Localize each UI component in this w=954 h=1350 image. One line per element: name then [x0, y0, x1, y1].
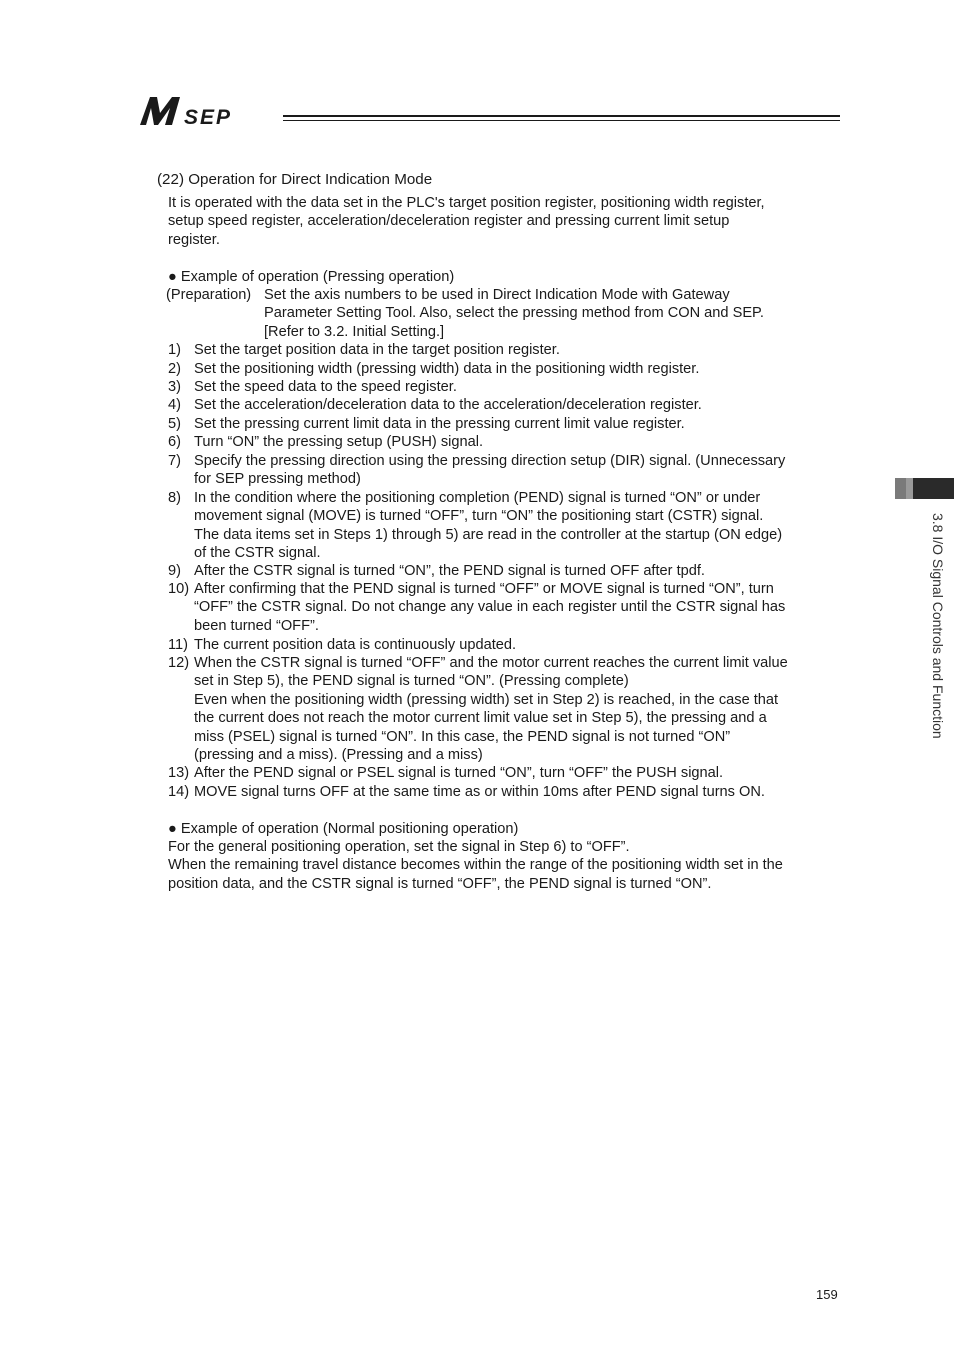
step-number: 5) [168, 416, 181, 432]
msep-logo [138, 93, 278, 133]
text-line: The current position data is continuously updated. [194, 637, 517, 653]
step-number: 3) [168, 379, 181, 395]
text-line: When the CSTR signal is turned “OFF” and the motor current reaches the current limit value [194, 655, 788, 671]
tab-block [906, 478, 913, 499]
text-line: movement signal (MOVE) is turned “OFF”, turn “ON” the positioning start (CSTR) signal. [194, 508, 764, 525]
step-number: 6) [168, 434, 181, 450]
intro-paragraph [168, 194, 840, 249]
svg-text:SEP: SEP [184, 106, 233, 129]
text-line: been turned “OFF”. [194, 617, 319, 634]
step-number: 9) [168, 563, 181, 579]
text-line: Even when the positioning width (pressing width) set in Step 2) is reached, in the case that [194, 691, 779, 708]
text-line: of the CSTR signal. [194, 545, 321, 562]
text-line: [Refer to 3.2. Initial Setting.] [264, 323, 445, 340]
text-line: For the general positioning operation, set the signal in Step 6) to “OFF”. [168, 839, 630, 855]
text-line: ● Example of operation (Normal positioning operation) [168, 821, 519, 837]
text-line: Set the axis numbers to be used in Direct Indication Mode with Gateway [264, 287, 730, 303]
chapter-tab [895, 478, 954, 499]
text-line: Set the pressing current limit data in the pressing current limit value register. [194, 416, 685, 432]
example-normal-title [168, 820, 840, 838]
text-line: The data items set in Steps 1) through 5) are read in the controller at the startup (ON edge) [194, 526, 783, 543]
step-number: 11) [168, 637, 189, 653]
tab-block [895, 478, 906, 499]
step-number: 8) [168, 490, 181, 506]
text-line: (pressing and a miss). (Pressing and a miss) [194, 746, 483, 763]
text-line: ● Example of operation (Pressing operation) [168, 269, 455, 285]
chapter-label: 3.8 I/O Signal Controls and Function [930, 513, 946, 739]
step-number: 7) [168, 453, 181, 469]
text-line: After the PEND signal or PSEL signal is turned “ON”, turn “OFF” the PUSH signal. [194, 765, 724, 781]
step-number: 14) [168, 784, 190, 800]
step-number: 4) [168, 397, 181, 413]
text-line: When the remaining travel distance becomes within the range of the positioning width set in the [168, 857, 783, 874]
text-line: set in Step 5), the PEND signal is turned “ON”. (Pressing complete) [194, 673, 629, 690]
text-line: Turn “ON” the pressing setup (PUSH) signal. [194, 434, 484, 450]
text-line: miss (PSEL) signal is turned “ON”. In this case, the PEND signal is not turned “ON” [194, 728, 731, 745]
step-number: 1) [168, 342, 181, 358]
text-line: setup speed register, acceleration/deceleration register and pressing current limit setup [168, 213, 730, 230]
step-number: 2) [168, 361, 181, 377]
step-number: 13) [168, 765, 190, 781]
section-heading: (22) Operation for Direct Indication Mode [157, 171, 433, 188]
text-line: Set the target position data in the target position register. [194, 342, 560, 358]
text-line: for SEP pressing method) [194, 471, 361, 488]
text-line: After the CSTR signal is turned “ON”, the PEND signal is turned OFF after tpdf. [194, 563, 705, 579]
text-line: register. [168, 231, 220, 248]
page-number: 159 [816, 1287, 838, 1302]
text-line: MOVE signal turns OFF at the same time as or within 10ms after PEND signal turns ON. [194, 784, 765, 800]
step-number: 12) [168, 655, 190, 671]
preparation-label: (Preparation) [166, 287, 252, 303]
text-line: Parameter Setting Tool. Also, select the pressing method from CON and SEP. [264, 305, 764, 322]
text-line: It is operated with the data set in the PLC's target position register, positioning width register, [168, 195, 765, 211]
tab-block [913, 478, 954, 499]
text-line: position data, and the CSTR signal is turned “OFF”, the PEND signal is turned “ON”. [168, 875, 712, 892]
text-line: After confirming that the PEND signal is turned “OFF” or MOVE signal is turned “ON”, turn [194, 581, 774, 597]
header-rule [283, 115, 840, 117]
step-number: 10) [168, 581, 190, 597]
text-line: Set the acceleration/deceleration data to the acceleration/deceleration register. [194, 397, 702, 413]
text-line: Set the speed data to the speed register. [194, 379, 457, 395]
text-line: the current does not reach the motor current limit value set in Step 5), the pressing and a [194, 710, 767, 727]
example-pressing-title [168, 268, 840, 286]
text-line: “OFF” the CSTR signal. Do not change any value in each register until the CSTR signal has [194, 599, 786, 616]
preparation-text [264, 286, 764, 341]
text-line: In the condition where the positioning completion (PEND) signal is turned “ON” or under [194, 490, 761, 506]
example-normal-paragraph [168, 838, 840, 893]
text-line: Specify the pressing direction using the pressing direction setup (DIR) signal. (Unnecessary [194, 453, 786, 469]
text-line: Set the positioning width (pressing width) data in the positioning width register. [194, 361, 700, 377]
header-rule-thin [283, 120, 840, 121]
